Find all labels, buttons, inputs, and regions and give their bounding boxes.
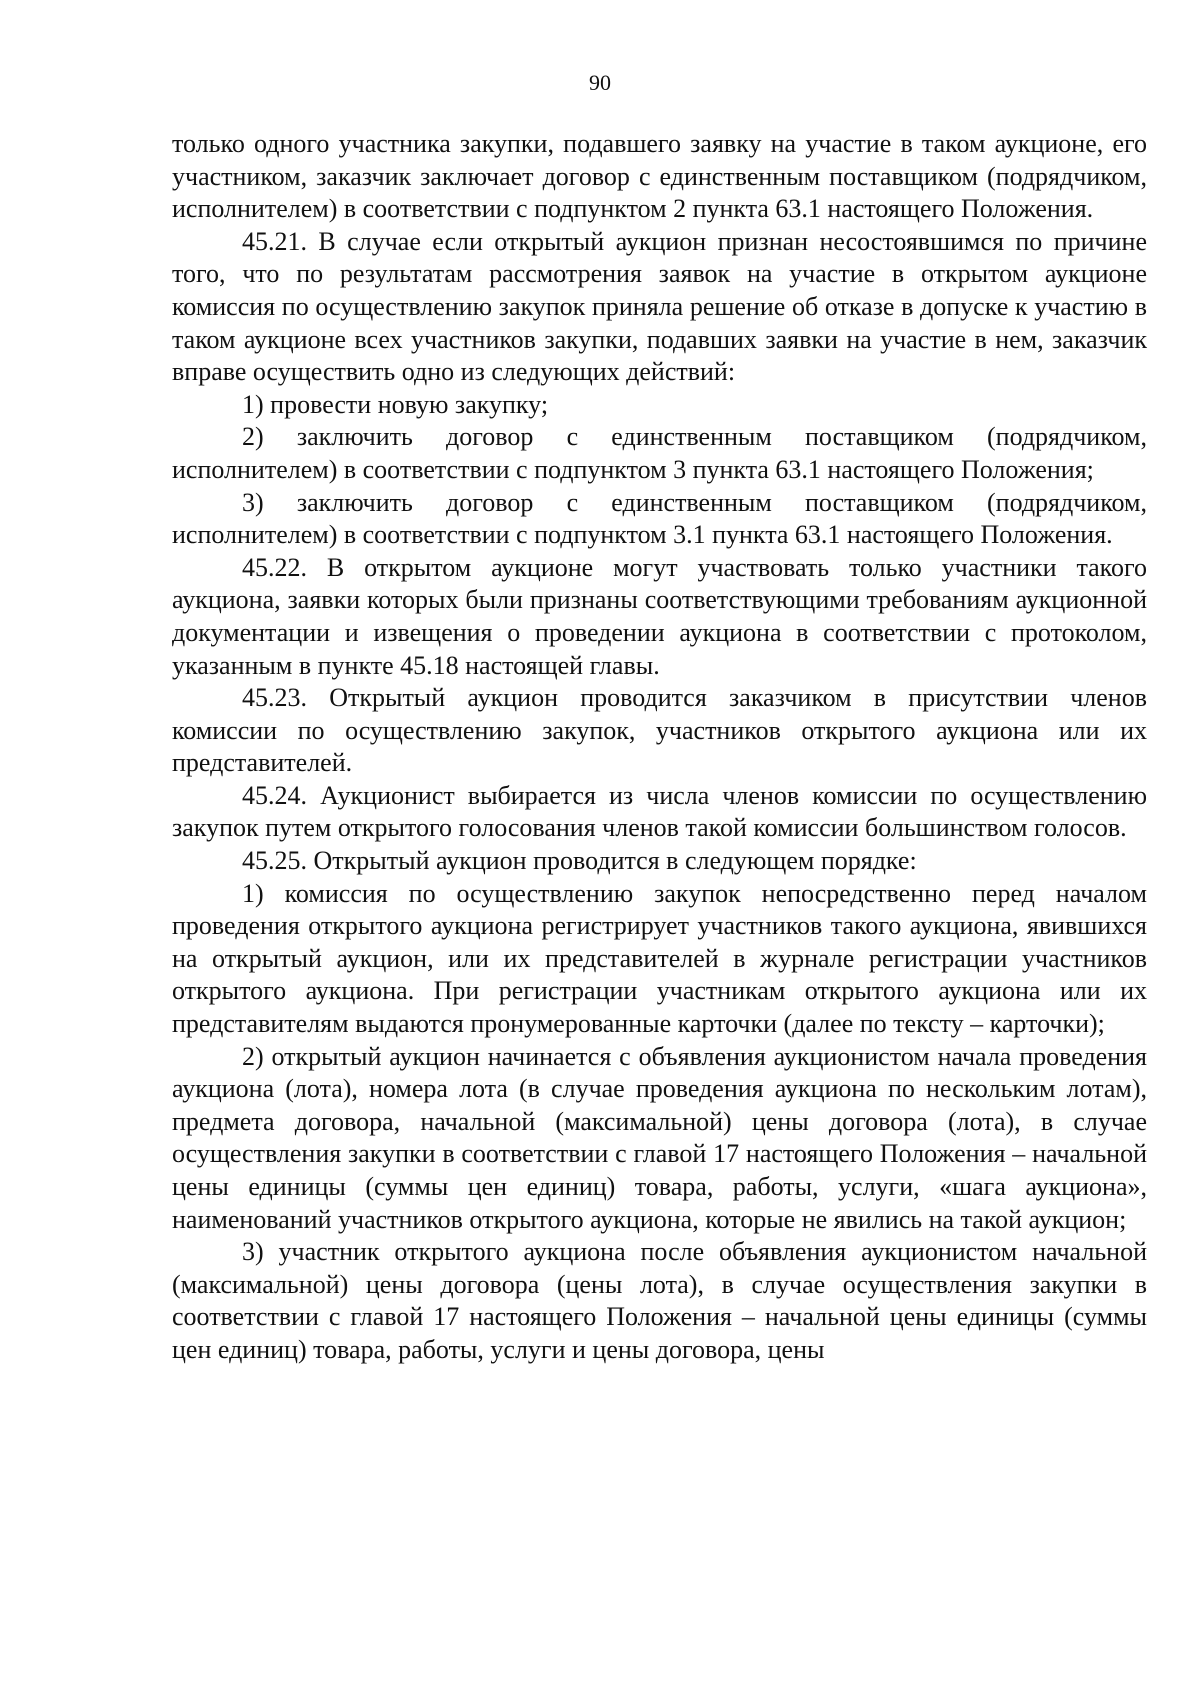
list-item-new-procurement: 1) провести новую закупку; <box>242 389 549 419</box>
paragraph-45-22: 45.22. В открытом аукционе могут участвовать только участники такого аукциона, заявки которых были признаны соответствующими требованиям аукционной документации и извещения о проведении аукциона в соответствии с протоколом, указанным в пункте 45.18 настоящей главы. <box>172 552 1147 680</box>
paragraph-45-24: 45.24. Аукционист выбирается из числа членов комиссии по осуществлению закупок путем открытого голосования членов такой комиссии большинством голосов. <box>172 780 1147 843</box>
list-item-participant-bid: 3) участник открытого аукциона после объявления аукционистом начальной (максимальной) цены договора (цены лота), в случае осуществления закупки в соответствии с главой 17 настоящего Положения – начальной цены единицы (суммы цен единиц) товара, работы, услуги и цены договора, цены <box>172 1237 1147 1364</box>
paragraph-45-21: 45.21. В случае если открытый аукцион признан несостоявшимся по причине того, что по результатам рассмотрения заявок на участие в открытом аукционе комиссия по осуществлению закупок приняла решение об отказе в допуске к участию в таком аукционе всех участников закупки, подавших заявки на участие в нем, заказчик вправе осуществить одно из следующих действий: <box>172 226 1147 387</box>
paragraph-continuation: только одного участника закупки, подавшего заявку на участие в таком аукционе, его участником, заказчик заключает договор с единственным поставщиком (подрядчиком, исполнителем) в соответствии с подпунктом 2 пункта 63.1 настоящего Положения. <box>172 129 1147 224</box>
list-item-sole-supplier-3-1: 3) заключить договор с единственным поставщиком (подрядчиком, исполнителем) в соответствии с подпунктом 3.1 пункта 63.1 настоящего Положения. <box>172 487 1147 550</box>
paragraph-45-25: 45.25. Открытый аукцион проводится в следующем порядке: <box>242 846 917 876</box>
page-number: 90 <box>589 70 611 95</box>
list-item-auction-start: 2) открытый аукцион начинается с объявления аукционистом начала проведения аукциона (лота), номера лота (в случае проведения аукциона по нескольким лотам), предмета договора, начальной (максимальной) цены договора (лота), в случае осуществления закупки в соответствии с главой 17 настоящего Положения – начальной цены единицы (суммы цен единиц) товара, работы, услуги, «шага аукциона», наименований участников открытого аукциона, которые не явились на такой аукцион; <box>172 1041 1147 1234</box>
document-body <box>172 128 1147 1367</box>
paragraph-45-23: 45.23. Открытый аукцион проводится заказчиком в присутствии членов комиссии по осуществлению закупок, участников открытого аукциона или их представителей. <box>172 683 1147 778</box>
list-item-registration: 1) комиссия по осуществлению закупок непосредственно перед началом проведения открытого аукциона регистрирует участников такого аукциона, явившихся на открытый аукцион, или их представителей в журнале регистрации участников открытого аукциона. При регистрации участникам открытого аукциона или их представителям выдаются пронумерованные карточки (далее по тексту – карточки); <box>172 878 1147 1039</box>
list-item-sole-supplier-3: 2) заключить договор с единственным поставщиком (подрядчиком, исполнителем) в соответствии с подпунктом 3 пункта 63.1 настоящего Положения; <box>172 422 1147 484</box>
